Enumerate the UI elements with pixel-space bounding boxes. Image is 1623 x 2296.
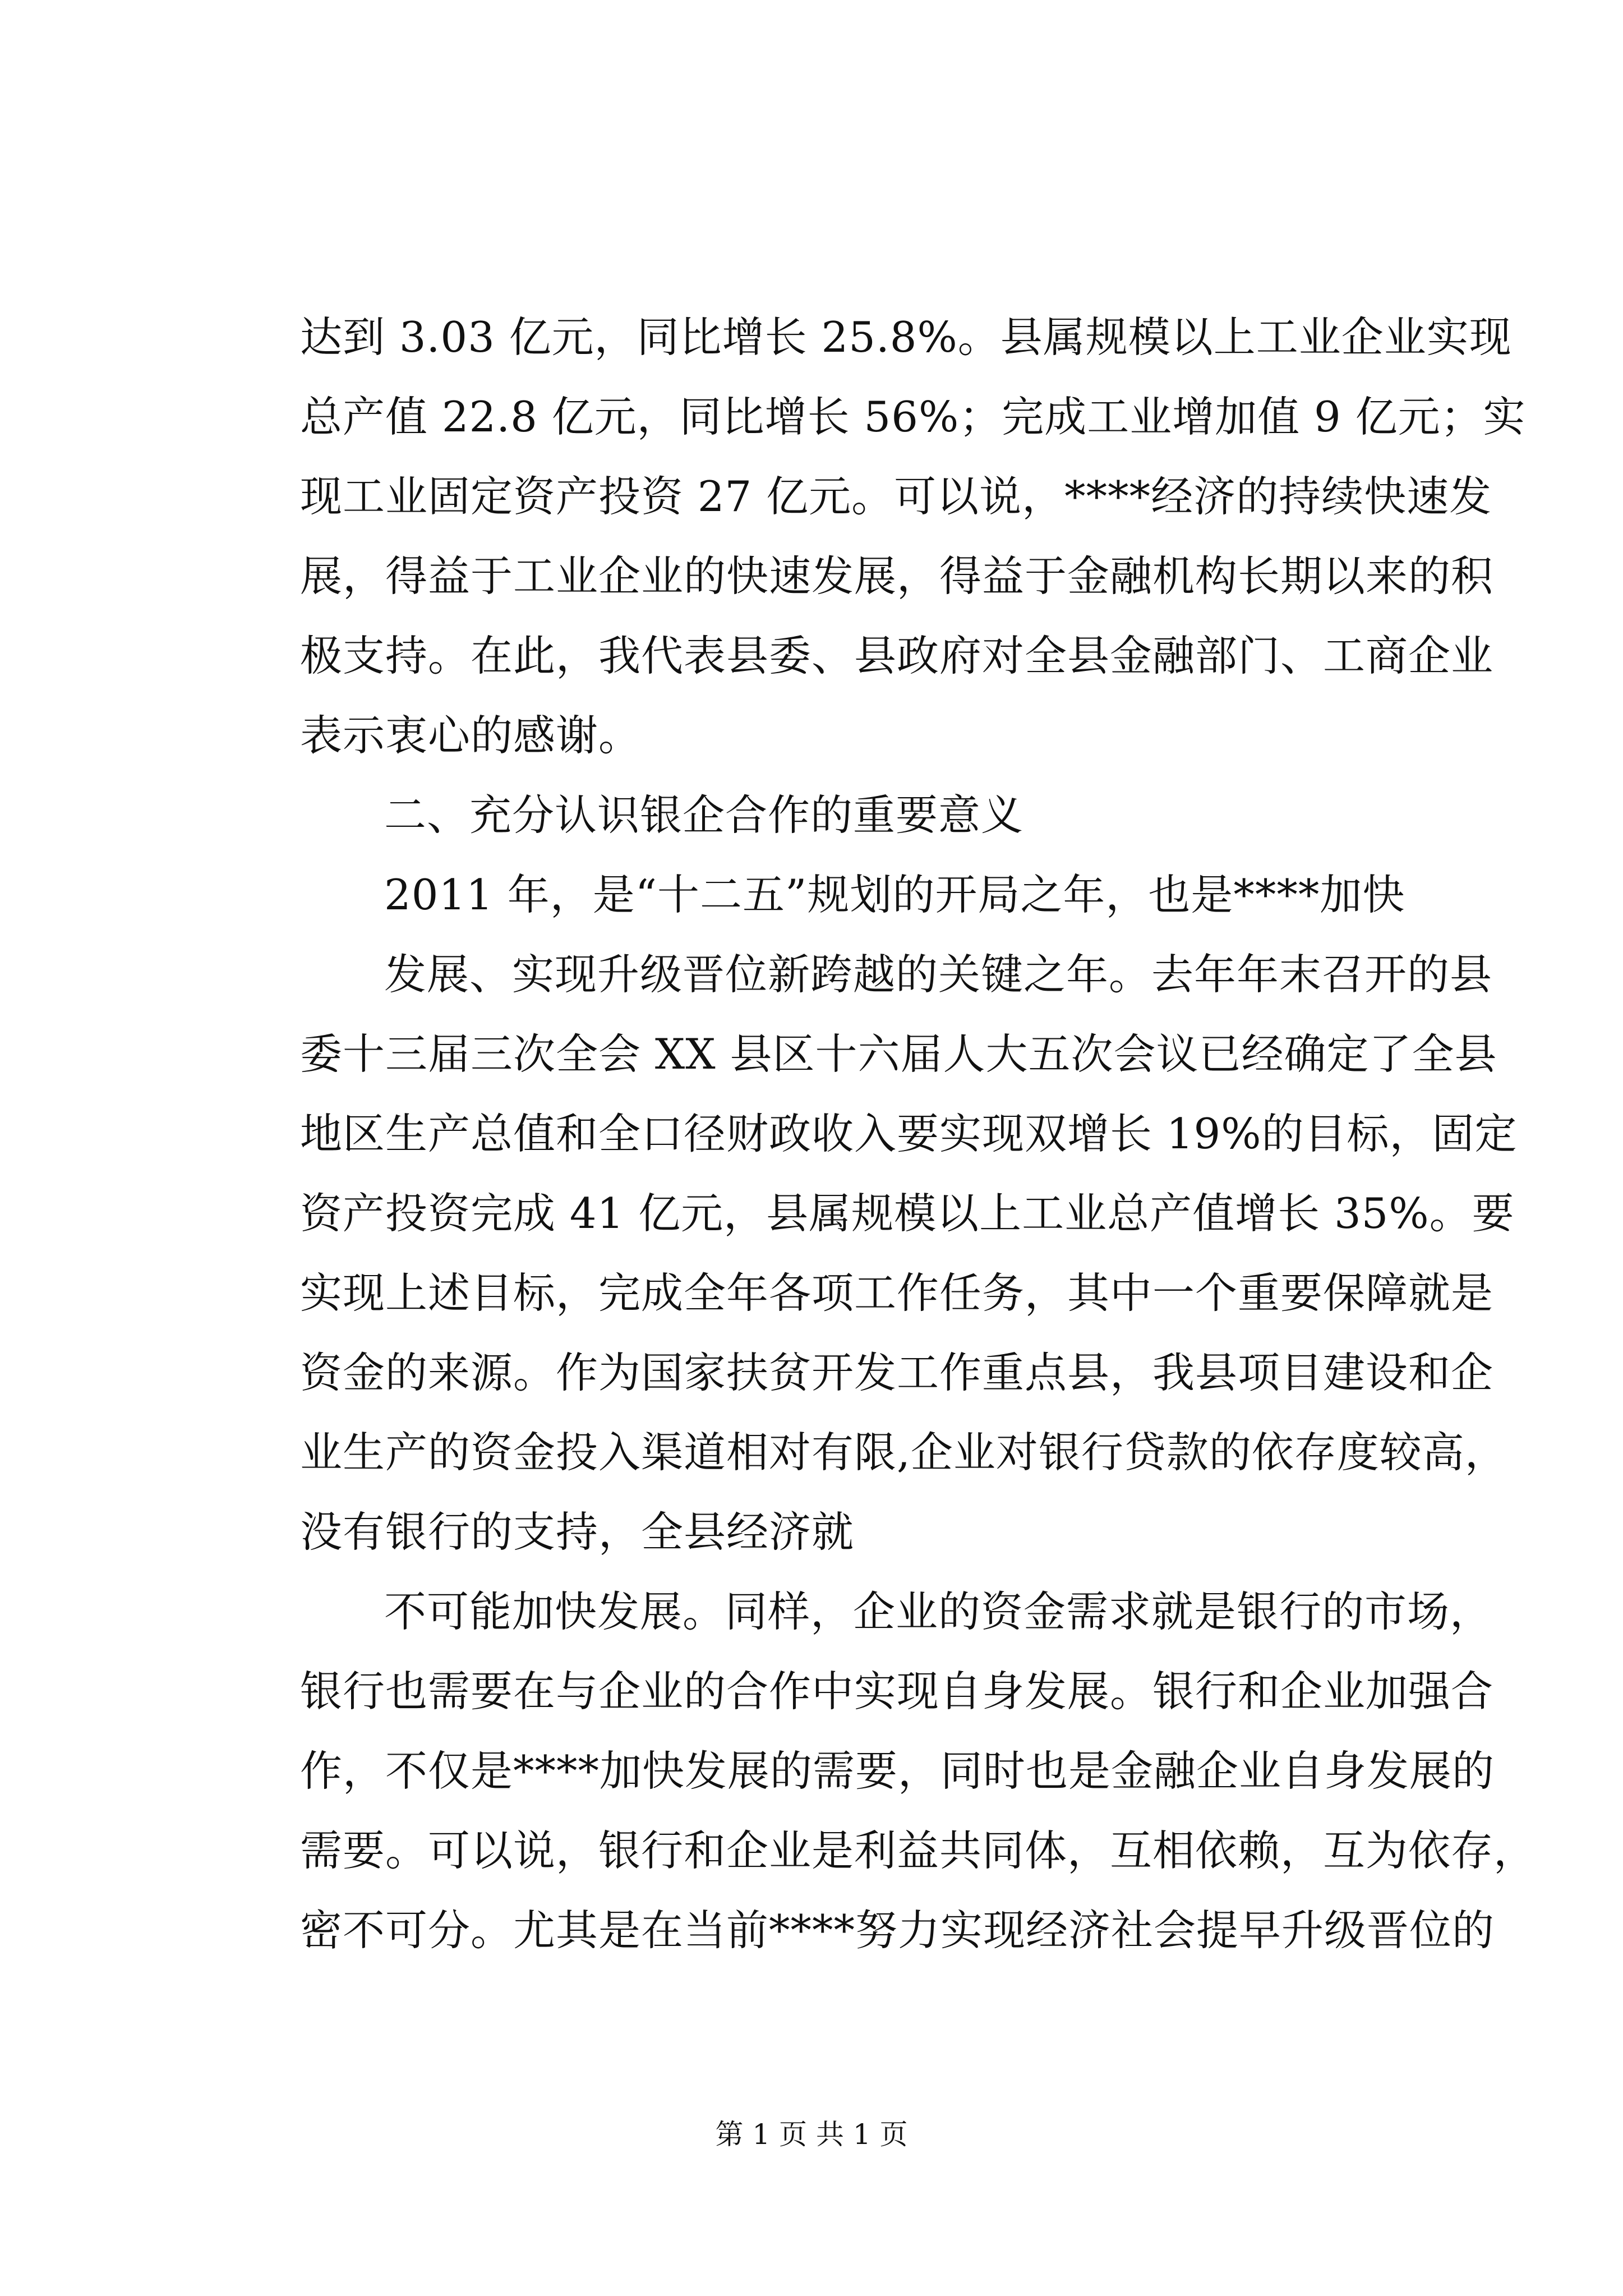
text-line: 业生产的资金投入渠道相对有限,企业对银行贷款的依存度较高， [300, 1428, 1507, 1477]
text-line: 展，得益于工业企业的快速发展，得益于金融机构长期以来的积 [300, 551, 1494, 601]
text-line: 委十三届三次全会 XX 县区十六届人大五次会议已经确定了全县 [300, 1029, 1497, 1079]
text-line: 现工业固定资产投资 27 亿元。可以说，****经济的持续快速发 [300, 472, 1492, 521]
page-number-footer: 第 1 页 共 1 页 [715, 2118, 908, 2151]
text-line: 达到 3.03 亿元，同比增长 25.8%。县属规模以上工业企业实现 [300, 312, 1512, 362]
document-body [300, 297, 1537, 1970]
text-line: 表示衷心的感谢。 [300, 711, 642, 760]
section-heading: 二、充分认识银企合作的重要意义 [384, 790, 1024, 840]
text-line: 作，不仅是****加快发展的需要，同时也是金融企业自身发展的 [300, 1746, 1495, 1796]
text-line: 2011 年，是“十二五”规划的开局之年，也是****加快 [384, 870, 1405, 919]
text-line: 地区生产总值和全口径财政收入要实现双增长 19%的目标，固定 [300, 1109, 1518, 1158]
text-line: 极支持。在此，我代表县委、县政府对全县金融部门、工商企业 [300, 631, 1494, 680]
text-line: 需要。可以说，银行和企业是利益共同体，互相依赖，互为依存， [300, 1826, 1537, 1875]
text-line: 实现上述目标，完成全年各项工作任务，其中一个重要保障就是 [300, 1268, 1494, 1318]
text-line: 密不可分。尤其是在当前****努力实现经济社会提早升级晋位的 [300, 1906, 1495, 1955]
text-line: 发展、实现升级晋位新跨越的关键之年。去年年末召开的县 [384, 950, 1493, 999]
text-line: 不可能加快发展。同样，企业的资金需求就是银行的市场， [384, 1587, 1493, 1636]
text-line: 资产投资完成 41 亿元，县属规模以上工业总产值增长 35%。要 [300, 1189, 1515, 1238]
text-line: 银行也需要在与企业的合作中实现自身发展。银行和企业加强合 [300, 1667, 1494, 1716]
text-line: 没有银行的支持，全县经济就 [300, 1507, 855, 1557]
text-line: 总产值 22.8 亿元，同比增长 56%；完成工业增加值 9 亿元；实 [300, 392, 1526, 441]
text-line: 资金的来源。作为国家扶贫开发工作重点县，我县项目建设和企 [300, 1348, 1494, 1397]
